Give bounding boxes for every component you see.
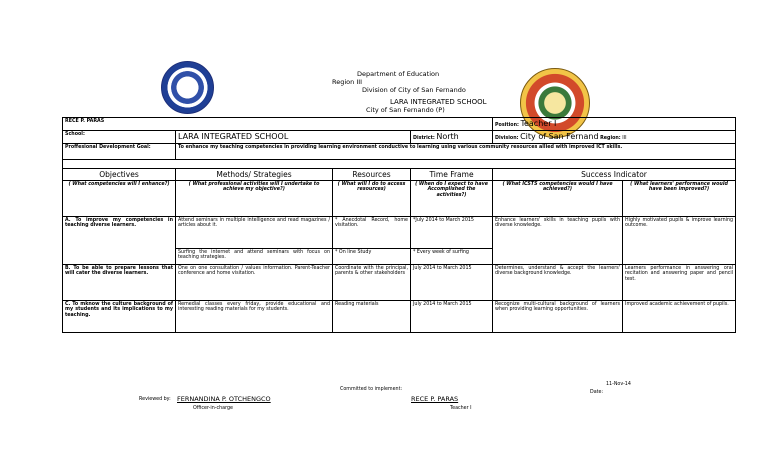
position-label: Position: [495,123,519,128]
resource-cell: * Anecdotal Record, home visitation. [333,216,411,248]
performance-cell: Improved academic achievement of pupils. [623,300,736,332]
method-cell: Remedial classes every friday, provide educational and interesting reading materials for my students. [176,300,333,332]
time-cell: July 2014 to March 2015 [411,264,493,300]
sub-resources: ( What will I do to access resources) [333,180,411,216]
resource-cell: Coordinate with the principal, parents & other stakeholders [333,264,411,300]
competency-cell: Determines, understand & accept the learners' diverse background knowledge. [493,264,623,300]
district-value: North [436,131,459,141]
time-cell: July 2014 to March 2015 [411,300,493,332]
city-title: City of San Fernando (P) [366,106,445,114]
region-title: Region III [332,78,363,86]
competency-cell: Recognize multi-cultural background of learners when providing learning opportunities. [493,300,623,332]
competency-cell: Enhance learners' skills in teaching pupils with diverse knowledge. [493,216,623,264]
district-label: District: [413,135,435,141]
sub-timeframe: ( When do I expect to have Accomplished the activities?) [411,180,493,216]
division-cell [493,130,736,143]
time-cell: *July 2014 to March 2015 [411,216,493,248]
implementer-name: RECE P. PARAS [411,395,459,403]
reviewer-title: Officer-in-charge [193,406,234,411]
resource-cell: Reading materials [333,300,411,332]
col-methods: Methods/ Strategies [176,168,333,180]
district-cell [411,130,493,143]
date-value: 11-Nov-14 [606,382,631,387]
position-cell [493,118,736,131]
col-success: Success Indicator [493,168,736,180]
division-title: Division of City of San Fernando [362,86,466,94]
objective-cell: A. To improve my competencies in teaching diverse learners. [63,216,176,264]
date-label: Date: [590,390,604,395]
method-cell: One on one consultation / values information. Parent-Teacher conference and home visitation. [176,264,333,300]
school-title: LARA INTEGRATED SCHOOL [390,98,487,106]
col-timeframe: Time Frame [411,168,493,180]
spacer-row [63,159,736,168]
division-label: Division: [495,135,519,141]
committed-label: Committed to implement: [340,387,403,392]
division-value: City of San Fernand [520,131,599,141]
method-cell: Attend seminars in multiple intelligence and read magazines / articles about it. [176,216,333,248]
implementer-title: Teacher I [450,406,472,411]
table-row [63,264,736,300]
position-value: Teacher I [520,119,557,128]
performance-cell: Highly motivated pupils & improve learning outcome. [623,216,736,264]
time-cell: * Every week of surfing [411,248,493,264]
col-resources: Resources [333,168,411,180]
table-row [63,300,736,332]
sub-methods: ( What professional activities will I undertake to achieve my objective?) [176,180,333,216]
goal-label: Proffesional Development Goal: [63,143,176,159]
col-objectives: Objectives [63,168,176,180]
sub-competency: ( What ICSTS competencies would I have achieved?) [493,180,623,216]
name-cell: RECE P. PARAS [63,118,493,131]
performance-cell: Learners performance in answering oral recitation and answering paper and pencil test. [623,264,736,300]
region-value: III [622,135,627,141]
sub-objectives: ( What competencies will I enhance?) [63,180,176,216]
objective-cell: B. To be able to prepare lessons that will cater the diverse learners. [63,264,176,300]
development-plan-table [62,117,736,333]
deped-seal [161,61,214,114]
objective-cell: C. To mknow the culture background of my students and its implications to my teaching. [63,300,176,332]
goal-text: To enhance my teaching competencies in providing learning environment conductive to learning using various community resources allied with improved ICT skills. [176,143,736,159]
reviewed-label: Reviewed by: [139,397,171,402]
school-value: LARA INTEGRATED SCHOOL [176,130,411,143]
school-label: School: [63,130,176,143]
resource-cell: * On line Study [333,248,411,264]
reviewer-name: FERNANDINA P. OTCHENGCO [177,395,271,403]
region-label: Region: [600,135,621,141]
department-title: Department of Education [357,70,440,78]
method-cell: Surfing the internet and attend seminars with focus on teaching strategies. [176,248,333,264]
sub-performance: ( What learners' performance would have been improved?) [623,180,736,216]
table-row [63,216,736,248]
